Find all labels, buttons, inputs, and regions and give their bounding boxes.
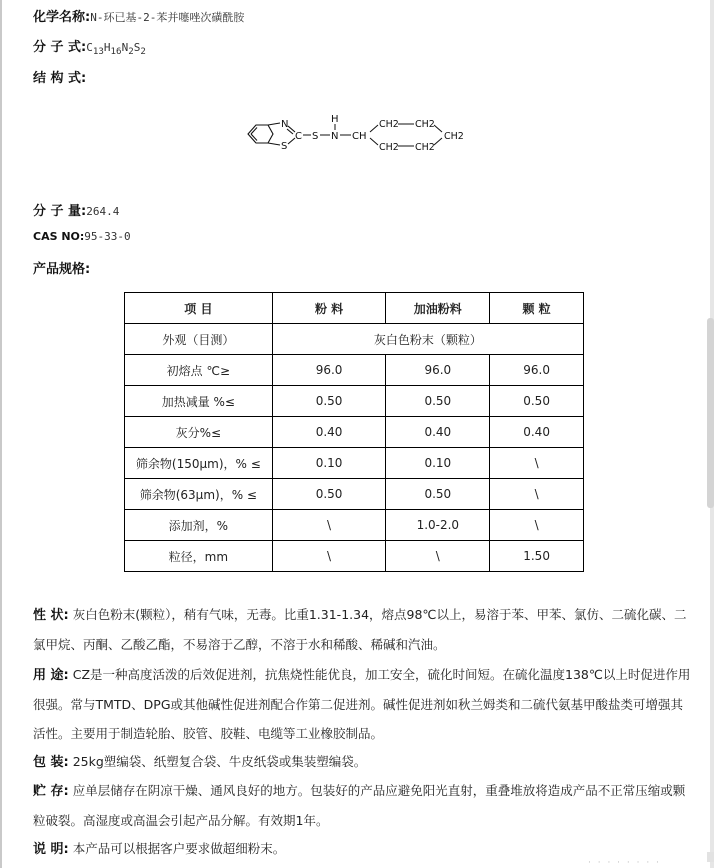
structure-diagram: [240, 108, 480, 168]
table-row: [125, 479, 584, 510]
chain-sulfur: S: [312, 131, 319, 142]
spec-label: 产品规格:: [33, 262, 91, 277]
row-item: 粒径，mm: [125, 541, 273, 572]
row-value: \: [490, 510, 584, 541]
scrollbar-thumb[interactable]: [707, 318, 714, 508]
row-value: 96.0: [386, 355, 490, 386]
row-value: \: [272, 510, 386, 541]
ring-atom-s: S: [281, 141, 288, 152]
chem-name-line: [33, 6, 244, 25]
table-row: [125, 510, 584, 541]
table-row: [125, 324, 584, 355]
spec-line: [33, 258, 90, 277]
cy-lower-1: CH2: [379, 142, 399, 153]
usage-section: [33, 660, 693, 748]
cas-line: [33, 229, 131, 244]
storage-text: 应单层储存在阴凉干燥、通风良好的地方。包装好的产品应避免阳光直射，重叠堆放将造成产品不正常压缩或颗粒破裂。高湿度或高温会引起产品分解。有效期1年。: [33, 783, 686, 828]
row-item: 筛余物(150μm)，% ≤: [125, 448, 273, 479]
cy-upper-1: CH2: [379, 119, 399, 130]
row-value: 0.10: [272, 448, 386, 479]
table-header-row: [125, 293, 584, 324]
row-value: 1.0-2.0: [386, 510, 490, 541]
spec-table: [124, 292, 584, 572]
col-header-oiled-powder: 加油粉料: [386, 293, 490, 324]
chem-name-value: N-环已基-2-苯并噻唑次磺酰胺: [90, 11, 245, 24]
cy-end: CH2: [444, 131, 464, 142]
table-row: [125, 386, 584, 417]
row-value: 0.50: [490, 386, 584, 417]
cas-label: CAS NO:: [33, 230, 85, 243]
row-value: 0.50: [386, 386, 490, 417]
properties-label: 性 状:: [33, 608, 69, 623]
col-header-powder: 粉 料: [272, 293, 386, 324]
formula-line: [33, 36, 146, 57]
table-row: [125, 355, 584, 386]
row-value: \: [490, 448, 584, 479]
chain-hydrogen: H: [331, 114, 339, 125]
packaging-section: [33, 747, 693, 777]
usage-label: 用 途:: [33, 668, 69, 683]
formula-value: $C_{13}H_{16}N_2S_2$: [86, 41, 146, 58]
scrollbar-end[interactable]: [707, 852, 714, 862]
row-merged-value: 灰白色粉末（颗粒）: [272, 324, 583, 355]
window-left-border: [0, 0, 2, 868]
col-header-item: 项 目: [125, 293, 273, 324]
row-value: 96.0: [272, 355, 386, 386]
note-section: [33, 834, 693, 864]
row-value: 0.40: [272, 417, 386, 448]
row-value: 0.10: [386, 448, 490, 479]
row-item: 添加剂，%: [125, 510, 273, 541]
row-value: 0.50: [272, 386, 386, 417]
formula-label: 分 子 式:: [33, 40, 87, 55]
cas-value: 95-33-0: [84, 230, 131, 243]
chain-nitrogen: N: [331, 131, 339, 142]
mw-value: 264.4: [86, 205, 120, 218]
chem-name-label: 化学名称:: [33, 10, 91, 25]
row-value: \: [386, 541, 490, 572]
properties-section: [33, 600, 693, 659]
row-item: 初熔点 ℃≥: [125, 355, 273, 386]
row-value: 0.50: [272, 479, 386, 510]
watermark-dots: · · · · · · · ·: [588, 858, 661, 868]
row-value: 0.50: [386, 479, 490, 510]
row-value: 0.40: [490, 417, 584, 448]
table-row: [125, 448, 584, 479]
row-item: 筛余物(63μm)，% ≤: [125, 479, 273, 510]
cy-lower-2: CH2: [415, 142, 435, 153]
note-label: 说 明:: [33, 842, 69, 857]
row-value: 96.0: [490, 355, 584, 386]
row-value: \: [490, 479, 584, 510]
cy-upper-2: CH2: [415, 119, 435, 130]
mw-line: [33, 200, 119, 219]
table-row: [125, 417, 584, 448]
storage-section: [33, 776, 693, 835]
row-value: 1.50: [490, 541, 584, 572]
mw-label: 分 子 量:: [33, 204, 87, 219]
chain-carbon: C: [295, 131, 302, 142]
properties-text: 灰白色粉末(颗粒），稍有气味，无毒。比重1.31-1.34，熔点98℃以上，易溶于苯、甲苯、氯仿、二硫化碳、二氯甲烷、丙酮、乙酸乙酯，不易溶于乙醇，不溶于水和稀酸、稀碱和汽油。: [33, 607, 687, 652]
packaging-label: 包 装:: [33, 755, 69, 770]
row-item: 外观（目测）: [125, 324, 273, 355]
ring-atom-n: N: [281, 119, 289, 130]
row-item: 加热减量 %≤: [125, 386, 273, 417]
table-row: [125, 541, 584, 572]
storage-label: 贮 存:: [33, 784, 69, 799]
chain-ch: CH: [352, 131, 367, 142]
structure-line: [33, 67, 86, 86]
structure-label: 结 构 式:: [33, 71, 87, 86]
row-value: \: [272, 541, 386, 572]
packaging-text: 25kg塑编袋、纸塑复合袋、牛皮纸袋或集装塑编袋。: [72, 754, 367, 769]
col-header-granule: 颗 粒: [490, 293, 584, 324]
row-value: 0.40: [386, 417, 490, 448]
note-text: 本产品可以根据客户要求做超细粉末。: [72, 841, 286, 856]
usage-text: CZ是一种高度活泼的后效促进剂，抗焦烧性能优良，加工安全，硫化时间短。在硫化温度138℃以上时促进作用很强。常与TMTD、DPG或其他碱性促进剂配合作第二促进剂。碱性促进剂如秋兰姆类和二硫代氨基甲酸盐类可增强其活性。主要用于制造轮胎、胶管、胶鞋、电缆等工业橡胶制品。: [33, 667, 691, 741]
row-item: 灰分%≤: [125, 417, 273, 448]
